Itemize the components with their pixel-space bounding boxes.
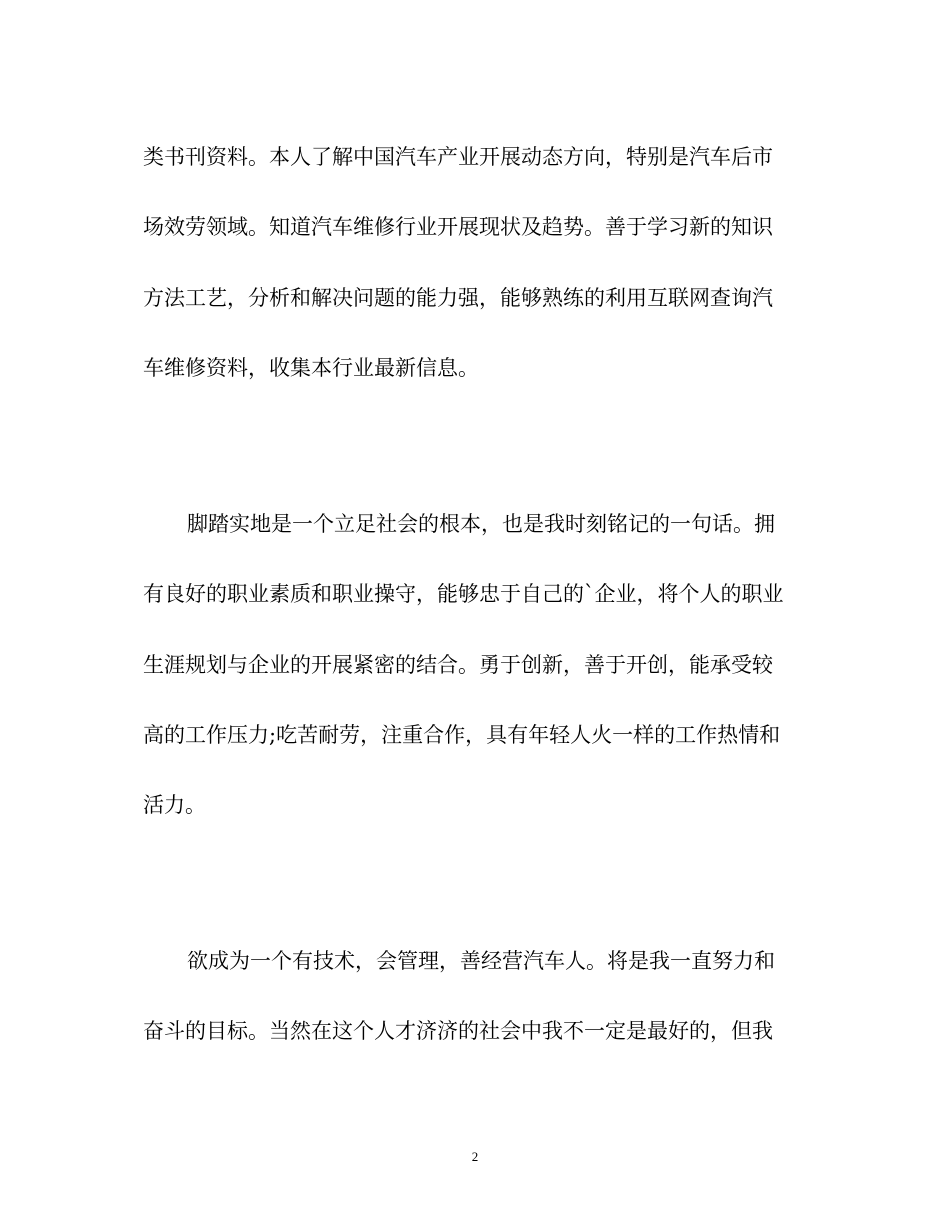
paragraph-1-line-2: 场效劳领域。知道汽车维修行业开展现状及趋势。善于学习新的知识 <box>143 215 773 239</box>
paragraph-2-line-4: 高的工作压力;吃苦耐劳，注重合作，具有年轻人火一样的工作热情和 <box>143 723 781 747</box>
paragraph-3-line-2: 奋斗的目标。当然在这个人才济济的社会中我不一定是最好的，但我 <box>143 1019 773 1043</box>
page-number: 2 <box>471 1149 479 1164</box>
paragraph-1-line-1: 类书刊资料。本人了解中国汽车产业开展动态方向，特别是汽车后市 <box>143 145 773 169</box>
paragraph-3-line-1: 欲成为一个有技术，会管理，善经营汽车人。将是我一直努力和 <box>187 949 775 973</box>
paragraph-2-line-1: 脚踏实地是一个立足社会的根本，也是我时刻铭记的一句话。拥 <box>187 512 775 536</box>
paragraph-1-line-4: 车维修资料，收集本行业最新信息。 <box>143 356 479 380</box>
paragraph-2-line-3: 生涯规划与企业的开展紧密的结合。勇于创新，善于开创，能承受较 <box>143 653 773 677</box>
paragraph-1-line-3: 方法工艺，分析和解决问题的能力强，能够熟练的利用互联网查询汽 <box>143 286 773 310</box>
paragraph-2-line-2: 有良好的职业素质和职业操守，能够忠于自己的`企业，将个人的职业 <box>143 582 784 606</box>
paragraph-2-line-5: 活力。 <box>143 793 206 817</box>
